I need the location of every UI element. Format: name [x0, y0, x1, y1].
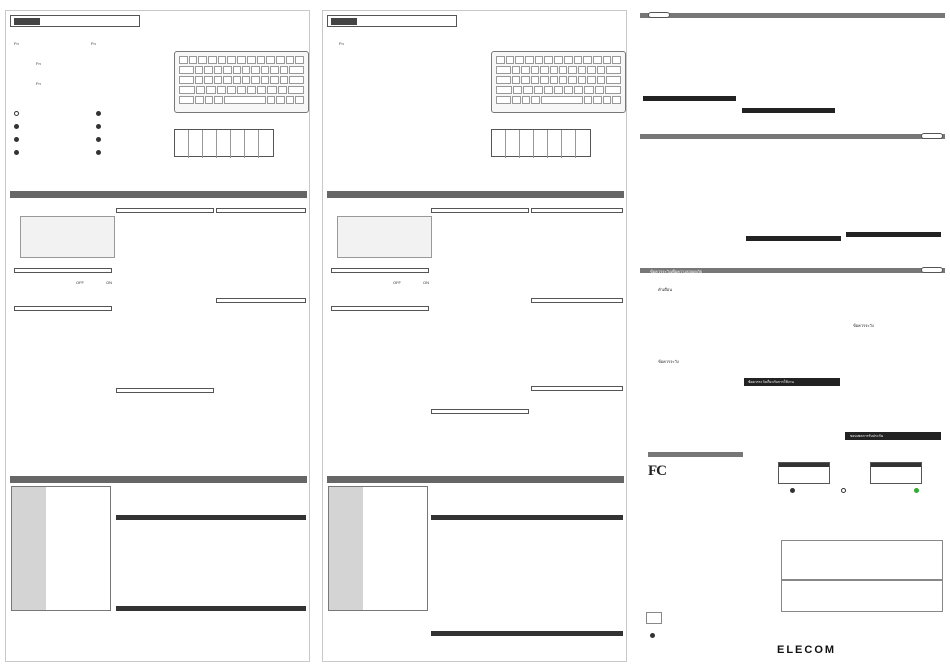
lock-icon: [96, 150, 101, 155]
sub-heading-bar-m4: [431, 409, 529, 414]
multilingual-panel: [638, 0, 950, 671]
keyboard-diagram: [174, 51, 309, 113]
battery-install-illustration-2: [337, 216, 432, 258]
korean-header-bar: [640, 134, 945, 139]
fn-key-table-2: [491, 129, 591, 157]
sub-heading-bar-m2: [331, 306, 429, 311]
sub-heading-bar-mdark-1: [431, 515, 623, 520]
sub-heading-bar-m5: [531, 208, 623, 213]
section-band-2: [10, 476, 307, 483]
fn-label: Fn: [14, 41, 19, 46]
arabic-subheading-2: [742, 108, 835, 113]
fn-label-mid: Fn: [339, 41, 344, 46]
weee-bin-icon: [650, 633, 655, 638]
volume-up-icon: [96, 124, 101, 129]
fn-key-table: [174, 129, 274, 157]
fn-label-4: Fn: [91, 41, 96, 46]
sheet-header-tab: [10, 15, 140, 27]
power-icon: [14, 111, 19, 116]
power-on-label-2: ON: [423, 280, 429, 285]
recycle-icon: [790, 488, 795, 493]
sub-heading-bar-dark-2: [116, 606, 306, 611]
sub-heading-bar-6: [216, 298, 306, 303]
power-off-label: OFF: [76, 280, 84, 285]
sheet-header-chip: [14, 18, 40, 25]
manual-sheet-middle: [322, 10, 627, 662]
section-band-mid-2: [327, 476, 624, 483]
thai-caution-label: ข้อควรระวัง: [658, 359, 679, 364]
thai-warranty-title: ขอบเขตการรับประกัน: [850, 434, 884, 438]
fn-label-3: Fn: [36, 81, 41, 86]
sheet-header-tab-2: [327, 15, 457, 27]
speaker-icon: [96, 111, 101, 116]
fcc-logo: FC: [648, 463, 666, 479]
regulatory-bar: [648, 452, 743, 457]
thai-usage-title: ข้อควรระวังเกี่ยวกับการใช้งาน: [748, 380, 794, 384]
keyboard-diagram-2: [491, 51, 626, 113]
sub-heading-bar-dark-1: [116, 515, 306, 520]
contact-box-1: [781, 540, 943, 580]
rohs-table-1: [778, 462, 830, 484]
fn-label-2: Fn: [36, 61, 41, 66]
arabic-subheading-1: [643, 96, 736, 101]
thai-caution-label-2: ข้อควรระวัง: [853, 323, 874, 328]
sub-heading-bar-m7: [531, 386, 623, 391]
specifications-table: [11, 486, 111, 611]
small-certificate-mark: [646, 612, 662, 624]
sub-heading-bar-3: [116, 208, 214, 213]
sub-heading-bar-m1: [331, 268, 429, 273]
battery-install-illustration: [20, 216, 115, 258]
sub-heading-bar-2: [14, 306, 112, 311]
manual-sheet-left: [5, 10, 310, 662]
power-off-label-2: OFF: [393, 280, 401, 285]
sub-heading-bar-4: [116, 388, 214, 393]
prev-track-icon: [14, 137, 19, 142]
specifications-table-2: [328, 486, 428, 611]
ce-mark-icon: [841, 488, 846, 493]
contact-box-2: [781, 580, 943, 612]
thai-warning-label: คำเตือน: [658, 287, 673, 292]
korean-subheading-2: [846, 232, 941, 237]
mute-icon: [14, 124, 19, 129]
section-band-1: [10, 191, 307, 198]
thai-safety-title: ข้อควรระวังเพื่อความปลอดภัย: [650, 269, 702, 274]
power-on-label: ON: [106, 280, 112, 285]
sub-heading-bar-m3: [431, 208, 529, 213]
section-band-mid-1: [327, 191, 624, 198]
sub-heading-bar-mdark-2: [431, 631, 623, 636]
lang-badge-1: [648, 12, 670, 18]
sub-heading-bar-m6: [531, 298, 623, 303]
sub-heading-bar-5: [216, 208, 306, 213]
arabic-header-bar: [640, 13, 945, 18]
volume-icon: [14, 150, 19, 155]
sub-heading-bar-1: [14, 268, 112, 273]
sheet-header-chip-2: [331, 18, 357, 25]
green-eco-icon: [914, 488, 919, 493]
brightness-icon: [96, 137, 101, 142]
lang-badge-3: [921, 267, 943, 273]
korean-subheading-1: [746, 236, 841, 241]
elecom-logo: ELECOM: [777, 644, 837, 656]
rohs-table-2: [870, 462, 922, 484]
lang-badge-2: [921, 133, 943, 139]
